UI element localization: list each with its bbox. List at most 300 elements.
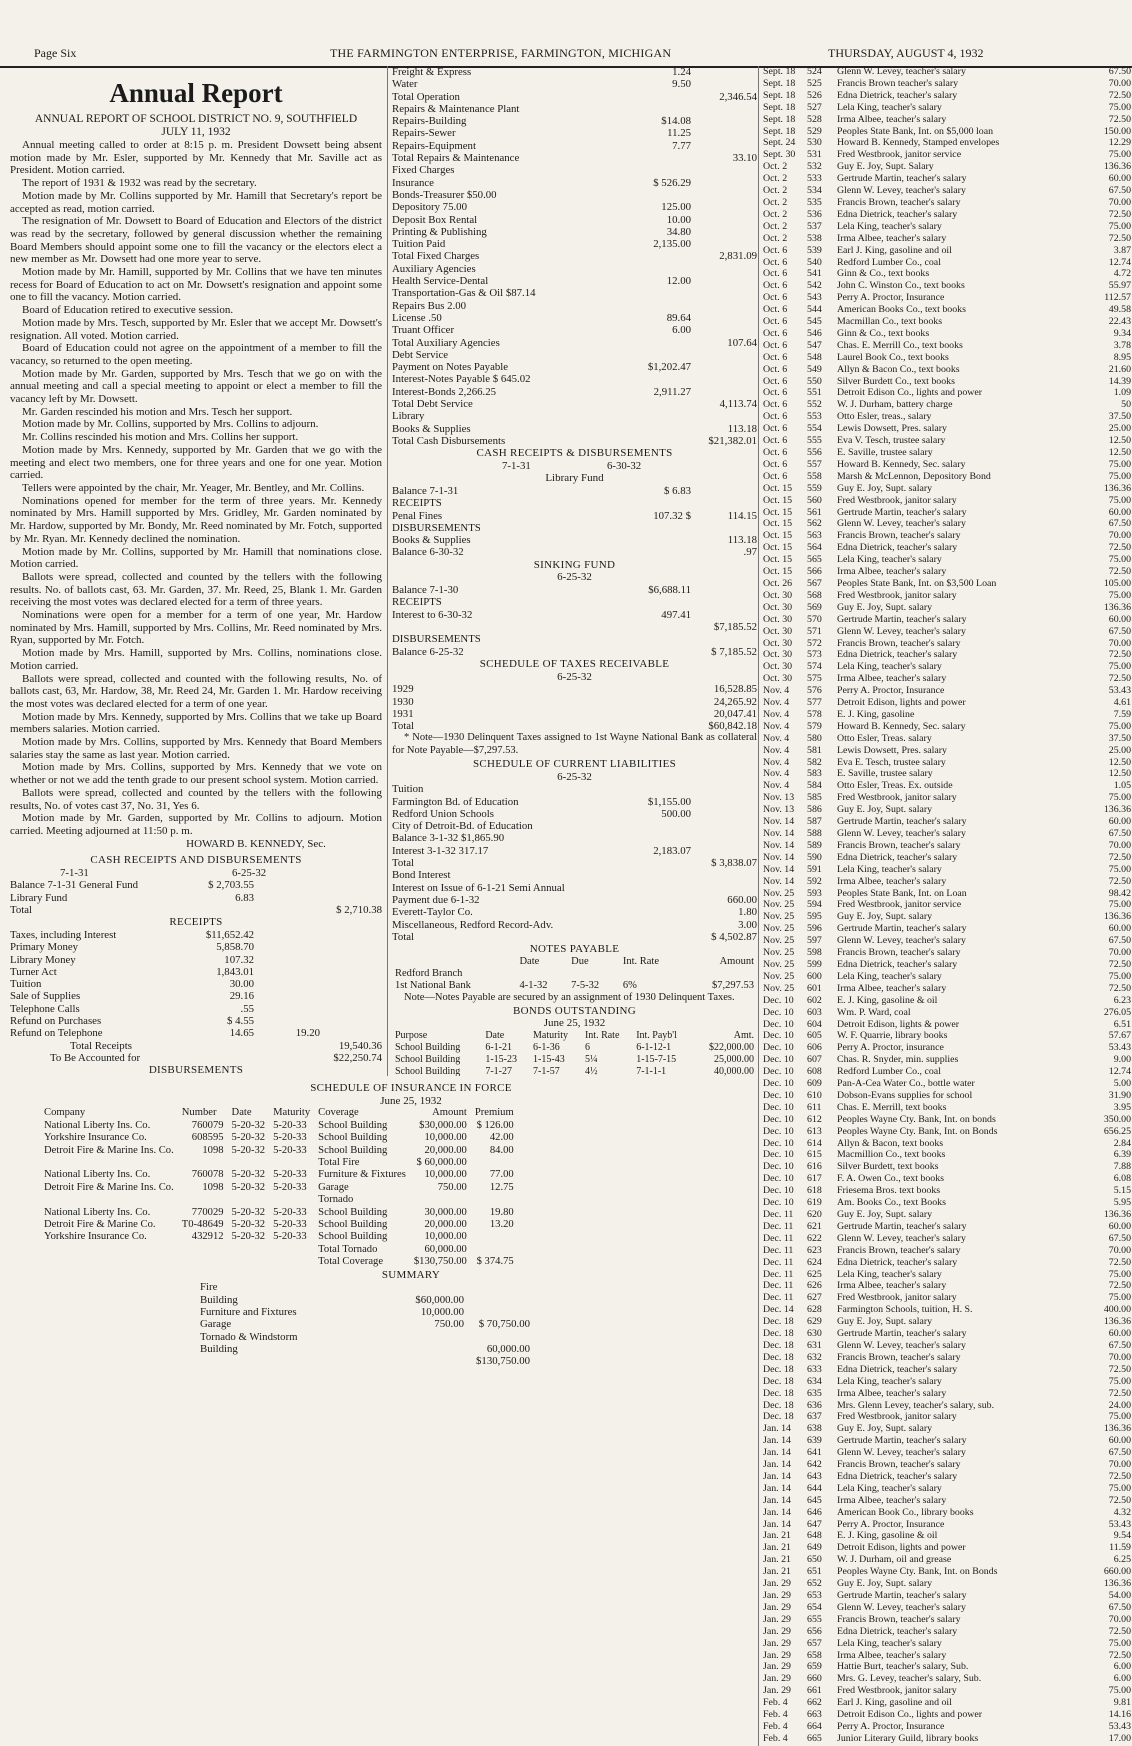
table-cell: 6: [584, 1041, 590, 1053]
table-cell: 6-1-21: [485, 1041, 512, 1053]
row-amount-a: $ 6.83: [664, 484, 691, 497]
check-number: 600: [807, 970, 822, 982]
table-row: [763, 1019, 1131, 1031]
amount: 5.95: [1113, 1197, 1131, 1209]
row-amount-b: $ 4,502.87: [711, 930, 757, 943]
payee: Marsh & McLennon, Depository Bond: [837, 470, 991, 482]
table-cell: [620, 968, 684, 980]
check-number: 647: [807, 1518, 822, 1530]
amount: 70.00: [1108, 839, 1131, 851]
check-number: 546: [807, 327, 822, 339]
entry-date: Dec. 18: [763, 1339, 794, 1351]
entry-date: Jan. 14: [763, 1470, 791, 1482]
amount: 150.00: [1103, 125, 1131, 137]
row-label: Total Cash Disbursements: [392, 434, 506, 447]
table-cell: 5-20-32: [231, 1206, 266, 1218]
amount: 72.50: [1108, 1470, 1131, 1482]
amount: 7.88: [1113, 1161, 1131, 1173]
bonds-table: [392, 1030, 757, 1076]
table-row: [40, 1120, 518, 1132]
row-label: Transportation-Gas & Oil $87.14: [392, 287, 536, 300]
table-cell: [269, 1256, 314, 1268]
payee: Glenn W. Levey, teacher's salary: [837, 625, 966, 637]
check-number: 563: [807, 530, 822, 542]
ledger-row: [200, 1331, 530, 1343]
payee: Glenn W. Levey, teacher's salary: [837, 828, 966, 839]
payee: Glenn W. Levey, teacher's salary: [837, 518, 966, 530]
row-label: Turner Act: [10, 965, 57, 978]
check-number: 537: [807, 220, 822, 232]
amount: 72.50: [1108, 851, 1131, 863]
table-cell: Yorkshire Insurance Co.: [44, 1132, 147, 1144]
amount: 75.00: [1108, 149, 1131, 161]
check-number: 625: [807, 1268, 822, 1280]
amount: 60.00: [1108, 816, 1131, 828]
ledger-row: [392, 275, 757, 287]
payee: Francis Brown, teacher's salary: [837, 637, 961, 649]
table-row: [763, 1292, 1131, 1304]
table-row: [763, 959, 1131, 971]
article-paragraph: Motion made by Mr. Garden, supported by Mr. Collins to adjourn. Motion carried. Meeting adjourned at 11:50 p. m.: [10, 812, 382, 837]
amount: 112.57: [1104, 292, 1131, 304]
row-amount-b: 107.64: [727, 336, 757, 349]
check-number: 587: [807, 816, 822, 828]
table-row: [763, 685, 1131, 697]
row-label: Balance 6-30-32: [392, 546, 464, 559]
amount: 75.00: [1108, 720, 1131, 732]
check-number: 548: [807, 351, 822, 363]
table-row: [763, 852, 1131, 864]
table-row: [763, 1685, 1131, 1697]
row-amount-a: [621, 894, 691, 906]
ledger-row: [10, 954, 382, 966]
entry-date: Sept. 18: [763, 89, 796, 101]
entry-date: Sept. 18: [763, 113, 796, 125]
payee: Otto Esler, treas., salary: [837, 411, 932, 423]
check-number: 638: [807, 1423, 822, 1435]
row-amount-a: 2,135.00: [653, 238, 691, 251]
check-number: 567: [807, 577, 822, 589]
payee: Edna Dietrick, teacher's salary: [837, 542, 958, 554]
table-row: [763, 1257, 1131, 1269]
row-amount-a: 6.00: [672, 324, 691, 337]
expenditures-continued-table: [763, 66, 1131, 1746]
row-label: Repairs-Sewer: [392, 127, 456, 140]
check-number: 550: [807, 375, 822, 387]
amount: 70.00: [1108, 1351, 1131, 1363]
amount: 9.54: [1113, 1530, 1131, 1542]
article-paragraph: Board of Education could not agree on the appointment of a member to fill the vacancy, so returned to the open meeting.: [10, 342, 382, 367]
check-number: 602: [807, 994, 822, 1006]
amount: 70.00: [1108, 1244, 1131, 1256]
table-row: [763, 911, 1131, 923]
amount: 21.60: [1108, 363, 1131, 375]
entry-date: Oct. 6: [763, 268, 788, 280]
check-number: 539: [807, 244, 822, 256]
table-cell: [269, 1157, 314, 1169]
row-amount-a: [621, 423, 691, 435]
row-amount-b: [691, 263, 757, 275]
ledger-row: [392, 373, 757, 385]
table-cell: 12.75: [489, 1181, 514, 1193]
ledger-row: [392, 720, 757, 732]
table-cell: 770029: [191, 1206, 224, 1218]
table-cell: 5-20-32: [231, 1231, 266, 1243]
row-amount-b: [691, 485, 757, 497]
table-row: [763, 542, 1131, 554]
article-paragraph: Motion made by Mrs. Hamill, supported by Mrs. Collins, nominations close. Motion carried.: [10, 647, 382, 672]
article-paragraph: Motion made by Mrs. Collins, supported by Mrs. Kennedy that we vote on whether or not we add the tenth grade to our present school system. Motion carried.: [10, 761, 382, 787]
table-cell: [471, 1157, 518, 1169]
payee: Laurel Book Co., text books: [837, 351, 949, 363]
check-number: 624: [807, 1256, 822, 1268]
payee: Macmillion Co., text books: [837, 1149, 946, 1161]
row-amount-a: 12.00: [666, 275, 691, 288]
check-number: 627: [807, 1292, 822, 1304]
ledger-row: [392, 127, 757, 139]
check-number: 589: [807, 839, 822, 851]
table-row: [763, 507, 1131, 519]
check-number: 648: [807, 1530, 822, 1542]
payee: Francis Brown, teacher's salary: [837, 1351, 961, 1363]
article-paragraph: Nominations opened for member for the term of three years. Mr. Kennedy nominated by Mrs. Hamill supported by Mrs. Gridley, Mr. Garden nominated by Mr. Hardow, supported by Mr. Bondy, Mr. Reed nominated by Mr. Fotch, supported by Mr. Ryan. Mr. Kennedy declined the nomination.: [10, 494, 382, 545]
entry-date: Oct. 15: [763, 530, 793, 542]
row-amount-a: 2,183.07: [653, 844, 691, 857]
entry-date: Oct. 6: [763, 292, 788, 304]
article-subtitle: ANNUAL REPORT OF SCHOOL DISTRICT NO. 9, SOUTHFIELD: [34, 113, 358, 125]
check-number: 556: [807, 447, 822, 458]
table-cell: 30,000.00: [424, 1206, 467, 1218]
table-row: [763, 935, 1131, 947]
row-amount-b: [691, 845, 757, 857]
table-cell: 5-20-32: [231, 1181, 266, 1193]
amount: 9.34: [1113, 327, 1131, 339]
ledger-row: [200, 1318, 530, 1330]
entry-date: Dec. 14: [763, 1304, 794, 1316]
table-cell: 6-1-12-1: [636, 1041, 672, 1053]
entry-date: Dec. 11: [763, 1244, 794, 1256]
amount: 72.50: [1108, 958, 1131, 970]
table-cell: Furniture & Fixtures: [318, 1169, 406, 1181]
payee: Lela King, teacher's salary: [837, 101, 942, 113]
row-label: Balance 7-1-31: [392, 484, 459, 497]
payee: Otto Esler, Treas. Ex. outside: [837, 780, 953, 792]
row-label: Bonds-Treasurer $50.00: [392, 188, 497, 201]
amount: 136.36: [1103, 601, 1131, 613]
table-row: [763, 947, 1131, 959]
check-number: 660: [807, 1673, 822, 1685]
check-number: 601: [807, 982, 822, 994]
table-row: [763, 649, 1131, 661]
row-amount-b: [691, 832, 757, 844]
row-label: License .50: [392, 311, 442, 324]
check-number: 596: [807, 923, 822, 935]
row-amount-a: [621, 287, 691, 299]
row-amount-a: [621, 596, 691, 608]
table-row: [763, 721, 1131, 733]
check-number: 578: [807, 708, 822, 720]
notes-note: Note—Notes Payable are secured by an assignment of 1930 Delinquent Taxes.: [404, 991, 735, 1003]
row-amount-a: 16,528.85: [713, 683, 757, 696]
row-amount-a: [621, 534, 691, 546]
table-row: [763, 1626, 1131, 1638]
payee: Irma Albee, teacher's salary: [837, 1387, 947, 1399]
table-cell: 42.00: [489, 1132, 514, 1144]
entry-date: Dec. 18: [763, 1316, 794, 1328]
row-amount-b: $ 3,838.07: [711, 857, 757, 870]
amount: 75.00: [1108, 220, 1131, 232]
row-amount-a: 10,000.00: [420, 1305, 464, 1318]
entry-date: Nov. 4: [763, 720, 790, 732]
amount: 1.09: [1113, 387, 1131, 399]
row-amount-b: [464, 1281, 530, 1293]
amount: 75.00: [1108, 458, 1131, 470]
row-amount-a: 750.00: [434, 1318, 464, 1331]
table-cell: 1-15-43: [533, 1053, 565, 1065]
ledger-row: [10, 1015, 382, 1027]
row-amount-a: [621, 164, 691, 176]
row-amount-a: [621, 410, 691, 422]
check-number: 530: [807, 137, 822, 149]
table-cell: 5-20-33: [273, 1119, 307, 1131]
entry-date: Jan. 14: [763, 1447, 791, 1459]
row-label: Total: [392, 857, 415, 870]
row-label: Repairs & Maintenance Plant: [392, 102, 520, 115]
row-label: Garage: [200, 1318, 232, 1331]
row-amount-a: [621, 783, 691, 795]
amount: 12.50: [1108, 756, 1131, 768]
table-cell: School Building: [318, 1144, 388, 1156]
entry-date: Oct. 15: [763, 506, 793, 518]
amount: 37.50: [1108, 732, 1131, 744]
row-amount-c: [320, 1003, 382, 1015]
row-amount-a: [621, 869, 691, 881]
payee: Macmillan Co., text books: [837, 316, 943, 328]
ledger-row: [392, 708, 757, 720]
amount: 22.43: [1108, 316, 1131, 328]
amount: 72.50: [1108, 982, 1131, 994]
table-row: [763, 387, 1131, 399]
row-amount-b: [254, 1003, 320, 1015]
row-amount-b: [254, 929, 320, 941]
check-number: 619: [807, 1197, 822, 1209]
row-amount-c: [320, 941, 382, 953]
amount: 67.50: [1108, 185, 1131, 197]
amount: 70.00: [1108, 947, 1131, 959]
check-number: 562: [807, 518, 822, 530]
payee: Perry A. Proctor, Insurance: [837, 685, 945, 697]
table-cell: Total Tornado: [318, 1243, 378, 1255]
row-amount-a: $60,000.00: [415, 1293, 464, 1306]
entry-date: Jan. 21: [763, 1542, 791, 1554]
issue-date: THURSDAY, AUGUST 4, 1932: [828, 46, 984, 60]
check-number: 613: [807, 1125, 822, 1137]
ledger-row: [200, 1294, 530, 1306]
row-label: Building: [200, 1342, 238, 1355]
check-number: 646: [807, 1506, 822, 1518]
row-amount-b: 113.18: [727, 534, 757, 547]
table-row: [763, 304, 1131, 316]
table-row: [763, 328, 1131, 340]
payee: Irma Albee, teacher's salary: [837, 1280, 947, 1292]
row-label: City of Detroit-Bd. of Education: [392, 820, 533, 833]
table-cell: [178, 1194, 228, 1206]
row-amount-b: [691, 609, 757, 621]
amount: 67.50: [1108, 66, 1131, 77]
entry-date: Nov. 13: [763, 792, 795, 804]
payee: E. J. King, gasoline & oil: [837, 1530, 938, 1542]
payee: Gertrude Martin, teacher's salary: [837, 506, 967, 518]
table-cell: 7-1-57: [533, 1065, 560, 1076]
ledger-row: [10, 941, 382, 953]
row-amount-a: 497.41: [661, 608, 691, 621]
payee: Junior Literary Guild, library books: [837, 1732, 979, 1744]
entry-date: Jan. 14: [763, 1482, 791, 1494]
table-header: Maturity: [273, 1107, 311, 1119]
check-number: 628: [807, 1304, 822, 1316]
payee: Edna Dietrick, teacher's salary: [837, 89, 958, 101]
amount: 72.50: [1108, 208, 1131, 220]
ledger-row: [392, 621, 757, 633]
amount: 136.36: [1103, 911, 1131, 923]
row-amount-a: $ 4.55: [227, 1015, 254, 1028]
entry-date: Jan. 29: [763, 1578, 791, 1590]
payee: Peoples Wayne Cty. Bank, Int. on Bonds: [837, 1566, 998, 1578]
row-label: Balance 6-25-32: [392, 645, 464, 658]
row-amount-a: [621, 882, 691, 894]
row-amount-b: $ 7,185.52: [711, 645, 757, 658]
payee: Irma Albee, teacher's salary: [837, 1494, 947, 1506]
ledger-row: [392, 201, 757, 213]
table-row: [763, 1126, 1131, 1138]
table-row: [763, 1269, 1131, 1281]
table-cell: 5-20-32: [231, 1219, 266, 1231]
article-paragraph: Motion made by Mr. Collins, supported by Mrs. Collins to adjourn.: [22, 418, 319, 431]
payee: Chas. R. Snyder, min. supplies: [837, 1054, 959, 1066]
check-number: 579: [807, 720, 822, 732]
row-label: RECEIPTS: [392, 497, 442, 510]
amount: 98.42: [1108, 887, 1131, 899]
row-amount-a: 6.83: [235, 891, 254, 904]
table-row: [763, 745, 1131, 757]
entry-date: Dec. 11: [763, 1292, 794, 1304]
table-cell: 84.00: [489, 1144, 514, 1156]
table-row: [763, 209, 1131, 221]
payee: Glenn W. Levey, teacher's salary: [837, 1601, 966, 1613]
article-paragraph: Motion made by Mr. Collins supported by Mr. Hamill that Secretary's report be accepted as read, motion carried.: [10, 189, 382, 215]
table-row: [763, 1364, 1131, 1376]
table-cell: 5-20-33: [273, 1181, 307, 1193]
check-number: 534: [807, 185, 822, 197]
ledger-row: [392, 882, 757, 894]
payee: Edna Dietrick, teacher's salary: [837, 1470, 958, 1482]
amount: 12.50: [1108, 447, 1131, 458]
row-label: Depository 75.00: [392, 201, 467, 214]
row-label: Library Fund: [10, 891, 68, 904]
table-cell: National Liberty Ins. Co.: [44, 1119, 151, 1131]
amount: 3.87: [1113, 244, 1131, 256]
check-number: 549: [807, 363, 822, 375]
amount: 72.50: [1108, 1256, 1131, 1268]
library-fund-label: Library Fund: [545, 472, 604, 485]
check-number: 545: [807, 316, 822, 328]
article-title: Annual Report: [109, 78, 283, 108]
row-label: Sale of Supplies: [10, 990, 81, 1003]
table-row: [763, 840, 1131, 852]
entry-date: Jan. 29: [763, 1613, 791, 1625]
entry-date: Nov. 4: [763, 708, 790, 720]
insurance-title: SCHEDULE OF INSURANCE IN FORCE: [310, 1082, 512, 1094]
check-number: 652: [807, 1578, 822, 1590]
amount: 67.50: [1108, 1447, 1131, 1459]
check-number: 593: [807, 887, 822, 899]
payee: Irma Albee, teacher's salary: [837, 982, 947, 994]
row-amount-a: 24,265.92: [713, 695, 757, 708]
row-amount-a: 30.00: [229, 978, 254, 991]
check-number: 585: [807, 792, 822, 804]
entry-date: Nov. 25: [763, 911, 795, 923]
payee: Peoples Wayne Cty. Bank, Int. on Bonds: [837, 1125, 998, 1137]
check-number: 631: [807, 1339, 822, 1351]
row-label: Interest to 6-30-32: [392, 608, 473, 621]
table-row: [763, 590, 1131, 602]
entry-date: Dec. 11: [763, 1256, 794, 1268]
amount: 660.00: [1103, 1566, 1131, 1578]
table-cell: Yorkshire Insurance Co.: [44, 1231, 147, 1243]
table-row: [763, 1376, 1131, 1388]
table-row: [763, 816, 1131, 828]
table-cell: [40, 1157, 178, 1169]
row-label: Refund on Telephone: [10, 1027, 103, 1040]
check-number: 633: [807, 1363, 822, 1375]
payee: W. F. Quarrie, library books: [837, 1030, 948, 1042]
table-cell: School Building: [395, 1053, 461, 1065]
amount: 72.50: [1108, 1280, 1131, 1292]
row-amount-a: [621, 103, 691, 115]
entry-date: Nov. 4: [763, 744, 790, 756]
table-row: [763, 1495, 1131, 1507]
row-label: 1929: [392, 683, 414, 696]
row-amount-a: $1,202.47: [647, 361, 691, 374]
table-cell: 5-20-33: [273, 1206, 307, 1218]
entry-date: Sept. 18: [763, 77, 796, 89]
check-number: 561: [807, 506, 822, 518]
row-amount-b: 113.18: [727, 422, 757, 435]
check-number: 525: [807, 77, 822, 89]
amount: 12.29: [1108, 137, 1131, 149]
table-cell: 10,000.00: [424, 1169, 467, 1181]
payee: Dobson-Evans supplies for school: [837, 1089, 973, 1101]
entry-date: Dec. 18: [763, 1328, 794, 1340]
amount: 14.16: [1108, 1709, 1131, 1721]
amount: 31.90: [1108, 1089, 1131, 1101]
ledger-row: [392, 103, 757, 115]
amount: 75.00: [1108, 589, 1131, 601]
amount: 24.00: [1108, 1399, 1131, 1411]
table-row: [763, 1602, 1131, 1614]
entry-date: Oct. 6: [763, 435, 788, 447]
payee: Irma Albee, teacher's salary: [837, 875, 947, 887]
amount: 6.51: [1113, 1018, 1131, 1030]
entry-date: Nov. 25: [763, 899, 795, 911]
row-amount-c: [320, 1015, 382, 1027]
check-number: 665: [807, 1732, 822, 1744]
payee: Allyn & Bacon Co., text books: [837, 363, 960, 375]
check-number: 536: [807, 208, 822, 220]
table-row: [40, 1194, 518, 1206]
row-amount-b: [691, 808, 757, 820]
amount: 60.00: [1108, 613, 1131, 625]
